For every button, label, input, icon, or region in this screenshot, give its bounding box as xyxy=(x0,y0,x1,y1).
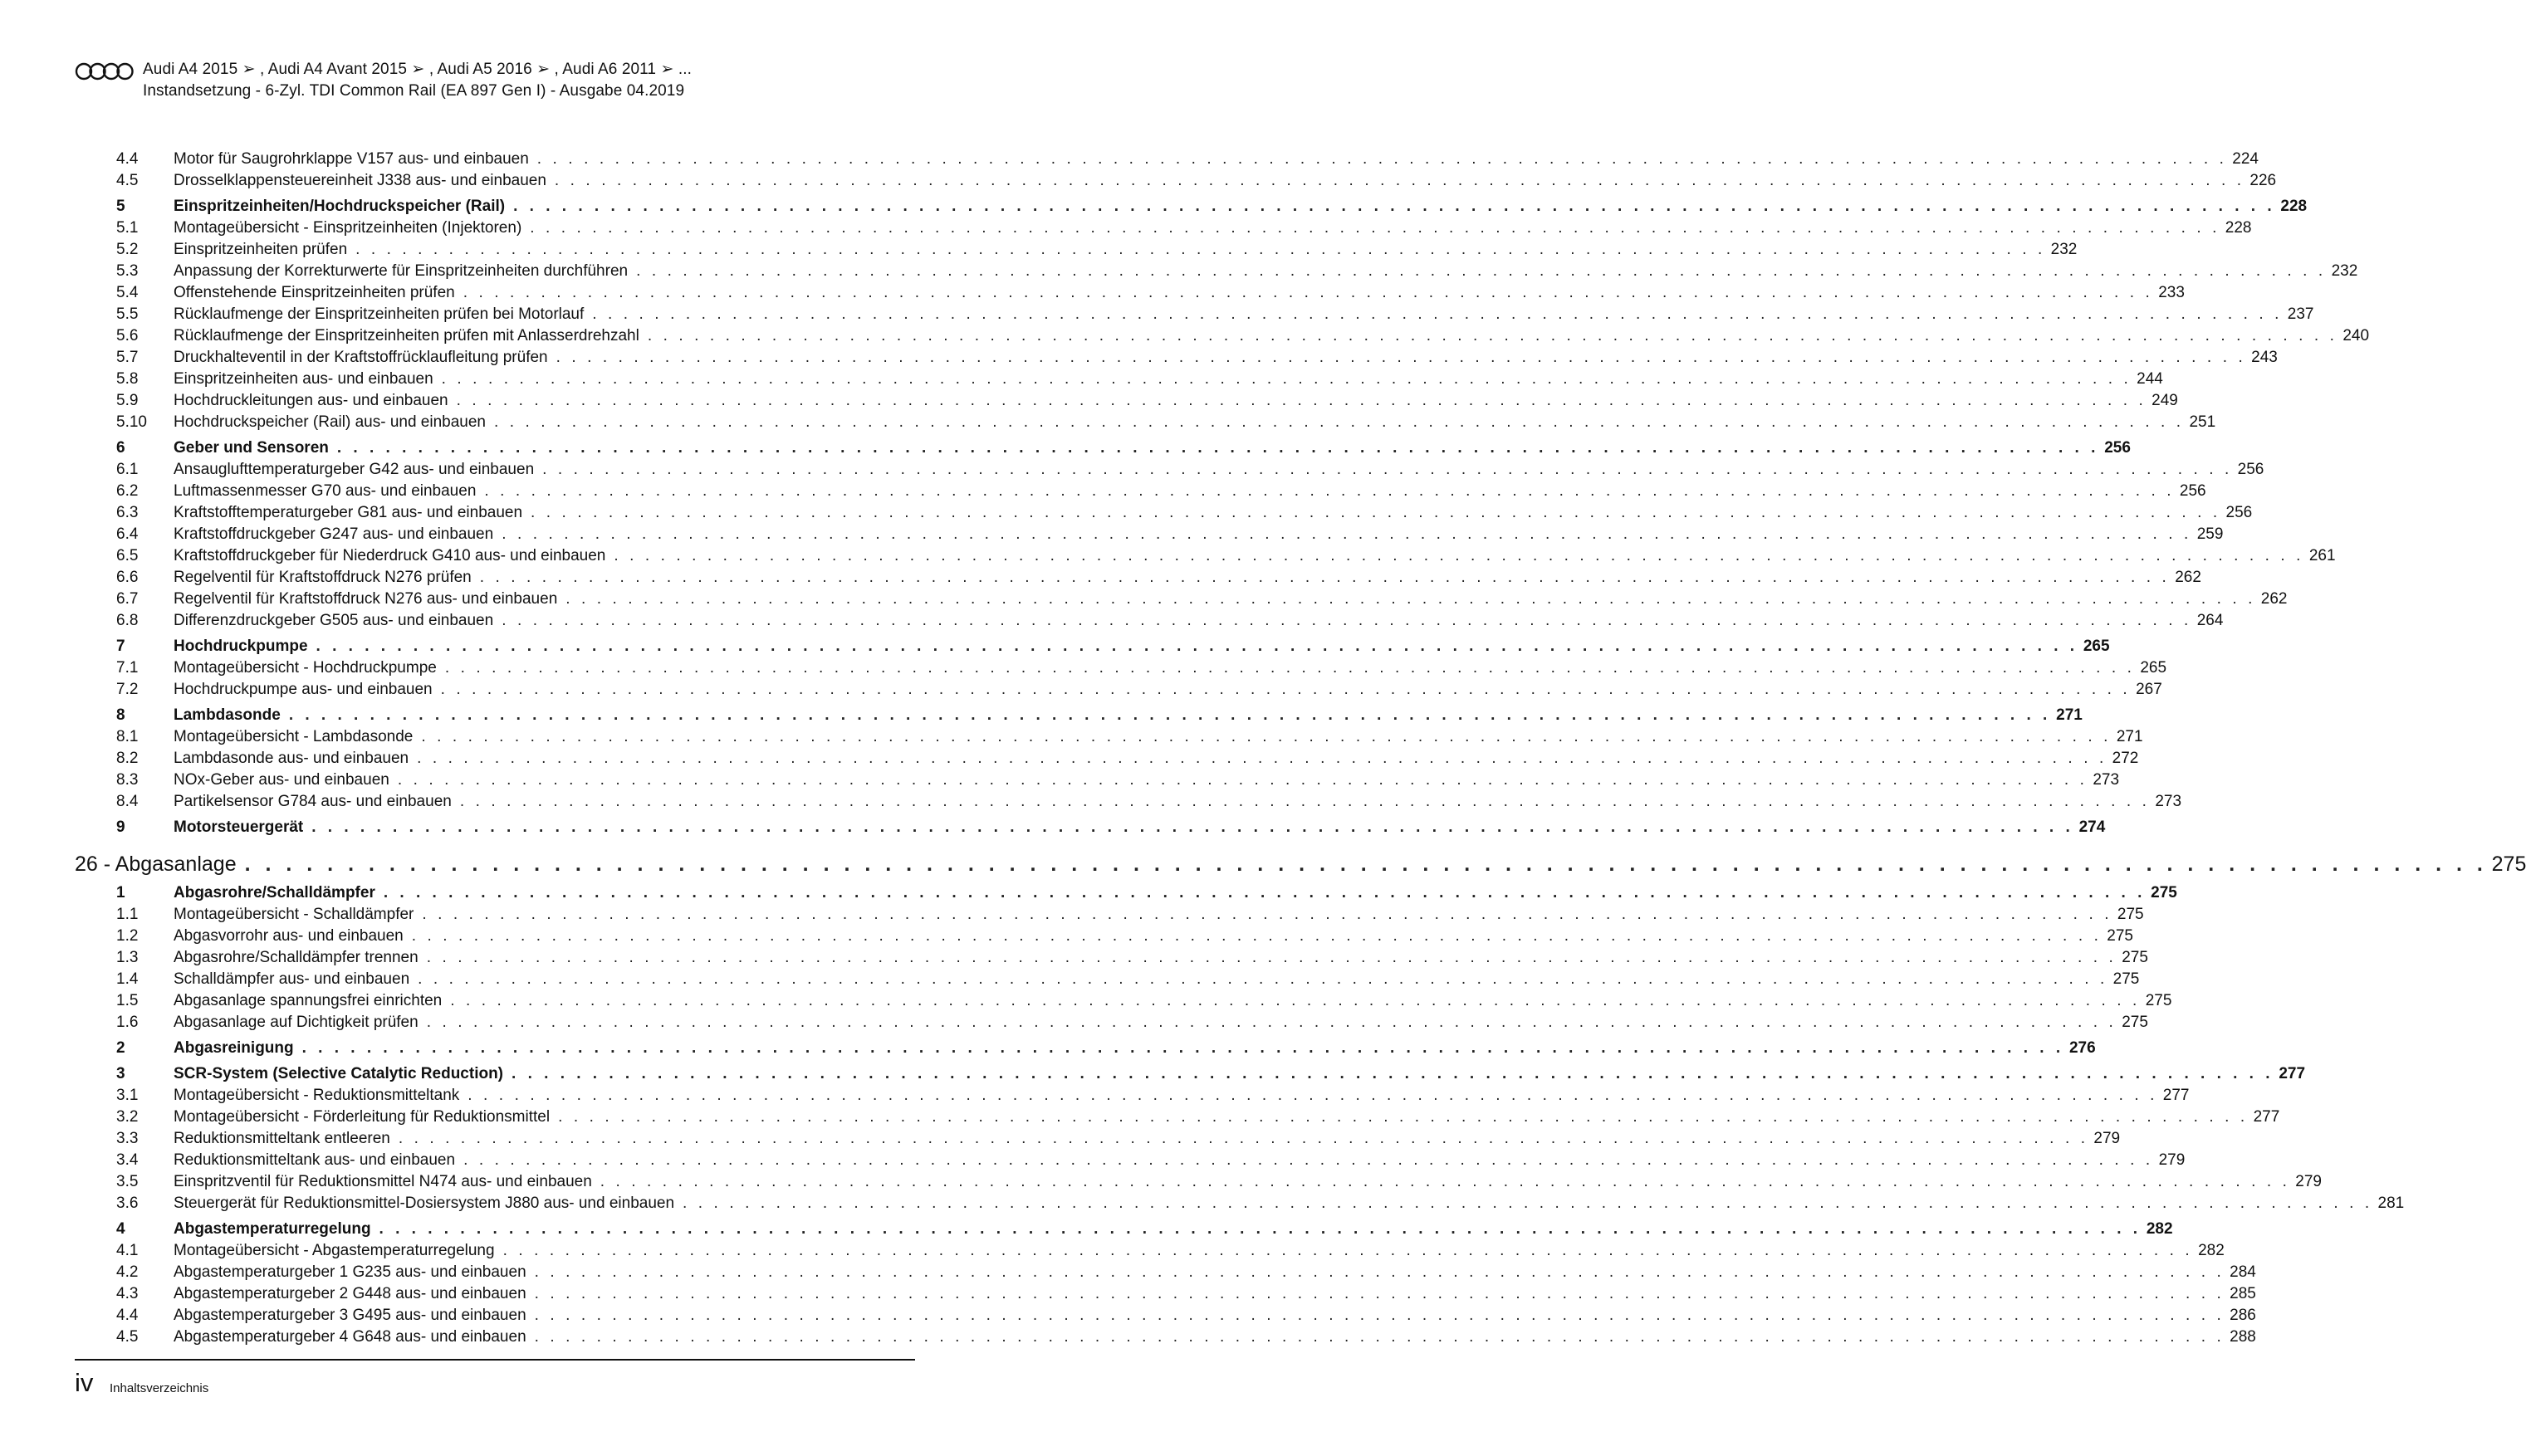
dot-leader: . . . . . . . . . . . . . . . . . . . . . . . . . . . . . . . . . . . . . . . . . . . . . . . . . . . . . . . . . . . . . . . . . . . . . . . . . . . . . . . . . . . . . . . . . . . . . . . . . . . . . . . . . . . . . xyxy=(614,547,2304,564)
toc-entry[interactable] xyxy=(72,788,2182,810)
dot-leader: . . . . . . . . . . . . . . . . . . . . . . . . . . . . . . . . . . . . . . . . . . . . . . . . . . . . . . . . . . . . . . . . . . . . . . . . . . . . . . . . . . . . . . . . . . . . . . . . . . . . . . . . . . . . . xyxy=(683,1195,2373,1212)
toc-title: Regelventil für Kraftstoffdruck N276 prüfen xyxy=(174,569,472,586)
dot-leader: . . . . . . . . . . . . . . . . . . . . . . . . . . . . . . . . . . . . . . . . . . . . . . . . . . . . . . . . . . . . . . . . . . . . . . . . . . . . . . . . . . . . . . . . . . . . . . . . . . . . . . . . . . . . . xyxy=(502,1242,2193,1259)
toc-entry[interactable] xyxy=(72,1302,2256,1324)
toc-title: Montageübersicht - Förderleitung für Reduktionsmittel xyxy=(174,1108,551,1126)
toc-entry[interactable] xyxy=(72,607,2224,629)
toc-page-number: 275 xyxy=(2122,949,2148,966)
toc-page-number: 275 xyxy=(2112,970,2140,988)
toc-entry[interactable] xyxy=(72,1009,2148,1031)
toc-page-number: 237 xyxy=(2287,305,2314,323)
toc-title: Kraftstoffdruckgeber G247 aus- und einbauen xyxy=(174,525,494,543)
toc-number: 2 xyxy=(116,1039,125,1057)
toc-page-number: 275 xyxy=(2107,927,2133,945)
toc-title: Abgastemperaturgeber 1 G235 aus- und einbauen xyxy=(174,1263,526,1281)
toc-page-number: 288 xyxy=(2230,1328,2256,1346)
toc-entry[interactable] xyxy=(72,365,2163,388)
toc-entry[interactable] xyxy=(72,456,2264,478)
toc-page-number: 267 xyxy=(2136,681,2162,698)
dot-leader: . . . . . . . . . . . . . . . . . . . . . . . . . . . . . . . . . . . . . . . . . . . . . . . . . . . . . . . . . . . . . . . . . . . . . . . . . . . . . . . . . . . . . . . . . . . . . . . . . . . . . . . . . . . . . xyxy=(530,219,2220,237)
toc-number: 8.2 xyxy=(116,750,139,767)
dot-leader: . . . . . . . . . . . . . . . . . . . . . . . . . . . . . . . . . . . . . . . . . . . . . . . . . . . . . . . . . . . . . . . . . . . . . . . . . . . . . . . . . . . . . . . . . . . . . . . . . . . . . . . . . . . . . xyxy=(444,659,2136,677)
dot-leader: . . . . . . . . . . . . . . . . . . . . . . . . . . . . . . . . . . . . . . . . . . . . . . . . . . . . . . . . . . . . . . . . . . . . . . . . . . . . . . . . . . . . . . . . . . . . . . . . . . . . . . . . . . . . . xyxy=(493,413,2185,431)
dot-leader: . . . . . . . . . . . . . . . . . . . . . . . . . . . . . . . . . . . . . . . . . . . . . . . . . . . . . . . . . . . . . . . . . . . . . . . . . . . . . . . . . . . . . . . . . . . . . . . . . . . . . . . . . . . . . xyxy=(450,992,2141,1009)
header-manual-title: Instandsetzung - 6-Zyl. TDI Common Rail (EA 897 Gen I) - Ausgabe 04.2019 xyxy=(143,82,685,100)
toc-title: Partikelsensor G784 aus- und einbauen xyxy=(174,793,452,810)
toc-entry[interactable] xyxy=(72,279,2185,301)
toc-number: 6.5 xyxy=(116,547,139,564)
toc-number: 5.5 xyxy=(116,305,139,323)
toc-title: NOx-Geber aus- und einbauen xyxy=(174,771,389,789)
toc-page-number: 282 xyxy=(2146,1220,2173,1238)
toc-page-number: 279 xyxy=(2158,1151,2186,1169)
dot-leader: . . . . . . . . . . . . . . . . . . . . . . . . . . . . . . . . . . . . . . . . . . . . . . . . . . . . . . . . . . . . . . . . . . . . . . . . . . . . . . . . . . . . . . . . . . . . . . . . . . . . . . . . . . . . . xyxy=(422,906,2112,923)
toc-number: 6.1 xyxy=(116,461,139,478)
toc-page-number: 279 xyxy=(2295,1173,2322,1190)
toc-page-number: 249 xyxy=(2152,392,2178,409)
dot-leader: . . . . . . . . . . . . . . . . . . . . . . . . . . . . . . . . . . . . . . . . . . . . . . . . . . . . . . . . . . . . . . . . . . . . . . . . . . . . . . . . . . . . . . . . . . . . . . . . . . . . . . . . . . . . . xyxy=(512,1065,2274,1082)
toc-number: 4 xyxy=(116,1220,125,1238)
toc-number: 8.1 xyxy=(116,728,139,745)
toc-title: Abgastemperaturregelung xyxy=(174,1220,371,1238)
toc-number: 1.4 xyxy=(116,970,139,988)
toc-entry[interactable] xyxy=(72,408,2216,431)
toc-number: 3.4 xyxy=(116,1151,139,1169)
toc-entry[interactable] xyxy=(72,167,2277,189)
toc-page-number: 256 xyxy=(2179,482,2206,500)
toc-title: Geber und Sensoren xyxy=(174,439,329,457)
toc-title: Einspritzeinheiten aus- und einbauen xyxy=(174,370,433,388)
toc-page-number: 232 xyxy=(2050,241,2078,258)
dot-leader: . . . . . . . . . . . . . . . . . . . . . . . . . . . . . . . . . . . . . . . . . . . . . . . . . . . . . . . . . . . . . . . . . . . . . . . . . . . . . . . . . . . . . . . . . . . . . . . . . . . . . . . . . . . . . xyxy=(440,681,2131,698)
toc-title: Montageübersicht - Schalldämpfer xyxy=(174,906,414,923)
toc-page-number: 244 xyxy=(2137,370,2163,388)
toc-title: Abgasreinigung xyxy=(174,1039,294,1057)
dot-leader: . . . . . . . . . . . . . . . . . . . . . . . . . . . . . . . . . . . . . . . . . . . . . . . . . . . . . . . . . . . . . . . . . . . . . . . . . . . . . . . . . . . . . . . . . . . . . . . . . . . . . . . . . . . . . xyxy=(459,793,2151,810)
toc-title: Montageübersicht - Einspritzeinheiten (Injektoren) xyxy=(174,219,522,237)
toc-title: Montageübersicht - Reduktionsmitteltank xyxy=(174,1087,460,1104)
toc-entry[interactable] xyxy=(72,1168,2322,1190)
toc-section[interactable] xyxy=(72,1030,2096,1057)
toc-page-number: 276 xyxy=(2068,1039,2096,1057)
toc-page-number: 261 xyxy=(2308,547,2336,564)
toc-title: Kraftstoffdruckgeber für Niederdruck G410 aus- und einbauen xyxy=(174,547,606,564)
toc-number: 1.3 xyxy=(116,949,139,966)
dot-leader: . . . . . . . . . . . . . . . . . . . . . . . . . . . . . . . . . . . . . . . . . . . . . . . . . . . . . . . . . . . . . . . . . . . . . . . . . . . . . . . . . . . . . . . . . . . . . . . . . . . . . . . . . . . . . xyxy=(244,853,2488,876)
toc-title: Offenstehende Einspritzeinheiten prüfen xyxy=(174,284,455,301)
dot-leader: . . . . . . . . . . . . . . . . . . . . . . . . . . . . . . . . . . . . . . . . . . . . . . . . . . . . . . . . . . . . . . . . . . . . . . . . . . . . . . . . . . . . . . . . . . . . . . . . . . . . . . . . . . . . . xyxy=(426,949,2117,966)
dot-leader: . . . . . . . . . . . . . . . . . . . . . . . . . . . . . . . . . . . . . . . . . . . . . . . . . . . . . . . . . . . . . . . . . . . . . . . . . . . . . . . . . . . . . . . . . . . . . . . . . . . . . . . . . . . . . xyxy=(398,1130,2089,1147)
toc-page-number: 275 xyxy=(2122,1014,2148,1031)
toc-entry[interactable] xyxy=(72,564,2201,586)
toc-number: 4.4 xyxy=(116,150,139,168)
toc-page-number: 265 xyxy=(2083,638,2110,655)
toc-number: 4.2 xyxy=(116,1263,139,1281)
toc-number: 5.3 xyxy=(116,262,139,280)
toc-number: 4.3 xyxy=(116,1285,139,1302)
toc-page-number: 279 xyxy=(2093,1130,2121,1147)
dot-leader: . . . . . . . . . . . . . . . . . . . . . . . . . . . . . . . . . . . . . . . . . . . . . . . . . . . . . . . . . . . . . . . . . . . . . . . . . . . . . . . . . . . . . . . . . . . . . . . . . . . . . . . . . . . . . xyxy=(479,569,2170,586)
toc-title: Hochdruckpumpe xyxy=(174,638,308,655)
toc-title: Motorsteuergerät xyxy=(174,818,304,836)
toc-page-number: 275 xyxy=(2145,992,2172,1009)
toc-title: Ansauglufttemperaturgeber G42 aus- und einbauen xyxy=(174,461,535,478)
dot-leader: . . . . . . . . . . . . . . . . . . . . . . . . . . . . . . . . . . . . . . . . . . . . . . . . . . . . . . . . . . . . . . . . . . . . . . . . . . . . . . . . . . . . . . . . . . . . . . . . . . . . . . . . . . . . . xyxy=(441,370,2132,388)
dot-leader: . . . . . . . . . . . . . . . . . . . . . . . . . . . . . . . . . . . . . . . . . . . . . . . . . . . . . . . . . . . . . . . . . . . . . . . . . . . . . . . . . . . . . . . . . . . . . . . . . . . . . . . . . . . . . xyxy=(463,284,2153,301)
toc-number: 6.6 xyxy=(116,569,139,586)
toc-entry[interactable] xyxy=(72,1258,2256,1281)
toc-title: Drosselklappensteuereinheit J338 aus- und einbauen xyxy=(174,172,546,189)
toc-entry[interactable] xyxy=(72,922,2133,945)
dot-leader: . . . . . . . . . . . . . . . . . . . . . . . . . . . . . . . . . . . . . . . . . . . . . . . . . . . . . . . . . . . . . . . . . . . . . . . . . . . . . . . . . . . . . . . . . . . . . . . . . . . . . . . . . . . . . xyxy=(311,818,2074,836)
footer-divider xyxy=(75,1359,915,1361)
toc-entry[interactable] xyxy=(72,1237,2225,1259)
dot-leader: . . . . . . . . . . . . . . . . . . . . . . . . . . . . . . . . . . . . . . . . . . . . . . . . . . . . . . . . . . . . . . . . . . . . . . . . . . . . . . . . . . . . . . . . . . . . . . . . . . . . . . . . . . . . . xyxy=(379,1220,2142,1238)
dot-leader: . . . . . . . . . . . . . . . . . . . . . . . . . . . . . . . . . . . . . . . . . . . . . . . . . . . . . . . . . . . . . . . . . . . . . . . . . . . . . . . . . . . . . . . . . . . . . . . . . . . . . . . . . . . . . xyxy=(592,305,2283,323)
toc-title: Rücklaufmenge der Einspritzeinheiten prüfen bei Motorlauf xyxy=(174,305,585,323)
toc-entry[interactable] xyxy=(72,1146,2186,1169)
toc-number: 1.2 xyxy=(116,927,139,945)
toc-entry[interactable] xyxy=(72,1125,2121,1147)
toc-number: 1.5 xyxy=(116,992,139,1009)
toc-section[interactable] xyxy=(72,875,2177,901)
toc-title: Hochdruckleitungen aus- und einbauen xyxy=(174,392,448,409)
toc-page-number: 224 xyxy=(2232,150,2259,168)
toc-title: Motor für Saugrohrklappe V157 aus- und einbauen xyxy=(174,150,529,168)
toc-entry[interactable] xyxy=(72,236,2078,258)
toc-entry[interactable] xyxy=(72,214,2252,237)
toc-page-number: 240 xyxy=(2342,327,2370,344)
dot-leader: . . . . . . . . . . . . . . . . . . . . . . . . . . . . . . . . . . . . . . . . . . . . . . . . . . . . . . . . . . . . . . . . . . . . . . . . . . . . . . . . . . . . . . . . . . . . . . . . . . . . . . . . . . . . . xyxy=(600,1173,2290,1190)
toc-page-number: 233 xyxy=(2158,284,2185,301)
toc-page-number: 228 xyxy=(2280,198,2308,215)
toc-entry[interactable] xyxy=(72,654,2167,677)
toc-page-number: 275 xyxy=(2151,884,2177,901)
toc-title: Montageübersicht - Abgastemperaturregelung xyxy=(174,1242,495,1259)
toc-number: 8.4 xyxy=(116,793,139,810)
toc-number: 6.8 xyxy=(116,612,139,629)
toc-number: 4.5 xyxy=(116,172,139,189)
toc-title: Druckhalteventil in der Kraftstoffrücklaufleitung prüfen xyxy=(174,349,548,366)
toc-page-number: 259 xyxy=(2196,525,2224,543)
dot-leader: . . . . . . . . . . . . . . . . . . . . . . . . . . . . . . . . . . . . . . . . . . . . . . . . . . . . . . . . . . . . . . . . . . . . . . . . . . . . . . . . . . . . . . . . . . . . . . . . . . . . . . . . . . . . . xyxy=(502,612,2192,629)
toc-entry[interactable] xyxy=(72,901,2144,923)
toc-number: 5.2 xyxy=(116,241,139,258)
toc-page-number: 262 xyxy=(2175,569,2201,586)
dot-leader: . . . . . . . . . . . . . . . . . . . . . . . . . . . . . . . . . . . . . . . . . . . . . . . . . . . . . . . . . . . . . . . . . . . . . . . . . . . . . . . . . . . . . . . . . . . . . . . . . . . . . . . . . . . . . xyxy=(558,1108,2249,1126)
toc-number: 5.7 xyxy=(116,349,139,366)
toc-title: Einspritzeinheiten prüfen xyxy=(174,241,348,258)
toc-number: 5.10 xyxy=(116,413,147,431)
toc-title: Abgasanlage spannungsfrei einrichten xyxy=(174,992,443,1009)
toc-title: Differenzdruckgeber G505 aus- und einbauen xyxy=(174,612,494,629)
toc-page-number: 284 xyxy=(2230,1263,2256,1281)
toc-page-number: 275 xyxy=(2491,853,2526,876)
footer-page-number: iv xyxy=(75,1368,94,1397)
toc-number: 6 xyxy=(116,439,125,457)
toc-entry[interactable] xyxy=(72,542,2336,564)
toc-number: 5.8 xyxy=(116,370,139,388)
toc-number: 6.3 xyxy=(116,504,139,521)
dot-leader: . . . . . . . . . . . . . . . . . . . . . . . . . . . . . . . . . . . . . . . . . . . . . . . . . . . . . . . . . . . . . . . . . . . . . . . . . . . . . . . . . . . . . . . . . . . . . . . . . . . . . . . . . . . . . xyxy=(534,1328,2225,1346)
toc-title: Reduktionsmitteltank aus- und einbauen xyxy=(174,1151,456,1169)
toc-page-number: 277 xyxy=(2279,1065,2306,1082)
toc-entry[interactable] xyxy=(72,1082,2190,1104)
toc-page-number: 226 xyxy=(2249,172,2277,189)
toc-page-number: 273 xyxy=(2155,793,2182,810)
toc-entry[interactable] xyxy=(72,1190,2405,1212)
toc-title: Abgasvorrohr aus- und einbauen xyxy=(174,927,404,945)
toc-number: 3 xyxy=(116,1065,125,1082)
toc-entry[interactable] xyxy=(72,987,2172,1009)
toc-title: Abgasanlage auf Dichtigkeit prüfen xyxy=(174,1014,419,1031)
toc-title: Lambdasonde xyxy=(174,706,281,724)
toc-entry[interactable] xyxy=(72,676,2162,698)
toc-title: Schalldämpfer aus- und einbauen xyxy=(174,970,410,988)
toc-number: 9 xyxy=(116,818,125,836)
toc-title: Kraftstofftemperaturgeber G81 aus- und einbauen xyxy=(174,504,523,521)
dot-leader: . . . . . . . . . . . . . . . . . . . . . . . . . . . . . . . . . . . . . . . . . . . . . . . . . . . . . . . . . . . . . . . . . . . . . . . . . . . . . . . . . . . . . . . . . . . . . . . . . . . . . . . . . . . . . xyxy=(417,750,2107,767)
toc-number: 1.6 xyxy=(116,1014,139,1031)
toc-section[interactable] xyxy=(72,628,2110,655)
dot-leader: . . . . . . . . . . . . . . . . . . . . . . . . . . . . . . . . . . . . . . . . . . . . . . . . . . . . . . . . . . . . . . . . . . . . . . . . . . . . . . . . . . . . . . . . . . . . . . . . . . . . . . . . . . . . . xyxy=(531,504,2221,521)
toc-number: 8 xyxy=(116,706,125,724)
toc-page-number: 282 xyxy=(2198,1242,2225,1259)
dot-leader: . . . . . . . . . . . . . . . . . . . . . . . . . . . . . . . . . . . . . . . . . . . . . . . . . . . . . . . . . . . . . . . . . . . . . . . . . . . . . . . . . . . . . . . . . . . . . . . . . . . . . . . . . . . . . xyxy=(502,525,2192,543)
dot-leader: . . . . . . . . . . . . . . . . . . . . . . . . . . . . . . . . . . . . . . . . . . . . . . . . . . . . . . . . . . . . . . . . . . . . . . . . . . . . . . . . . . . . . . . . . . . . . . . . . . . . . . . . . . . . . xyxy=(636,262,2327,280)
toc-number: 4.4 xyxy=(116,1307,139,1324)
toc-title: Einspritzeinheiten/Hochdruckspeicher (Rail) xyxy=(174,198,506,215)
dot-leader: . . . . . . . . . . . . . . . . . . . . . . . . . . . . . . . . . . . . . . . . . . . . . . . . . . . . . . . . . . . . . . . . . . . . . . . . . . . . . . . . . . . . . . . . . . . . . . . . . . . . . . . . . . . . . xyxy=(534,1307,2225,1324)
toc-chapter[interactable] xyxy=(75,842,2526,876)
toc-number: 5.4 xyxy=(116,284,139,301)
toc-page-number: 275 xyxy=(2117,906,2144,923)
toc-title: Abgastemperaturgeber 3 G495 aus- und einbauen xyxy=(174,1307,526,1324)
dot-leader: . . . . . . . . . . . . . . . . . . . . . . . . . . . . . . . . . . . . . . . . . . . . . . . . . . . . . . . . . . . . . . . . . . . . . . . . . . . . . . . . . . . . . . . . . . . . . . . . . . . . . . . . . . . . . xyxy=(355,241,2046,258)
toc-title: Lambdasonde aus- und einbauen xyxy=(174,750,409,767)
toc-page-number: 277 xyxy=(2162,1087,2190,1104)
toc-number: 4.5 xyxy=(116,1328,139,1346)
toc-title: Reduktionsmitteltank entleeren xyxy=(174,1130,390,1147)
toc-number: 5.9 xyxy=(116,392,139,409)
toc-title: Luftmassenmesser G70 aus- und einbauen xyxy=(174,482,477,500)
dot-leader: . . . . . . . . . . . . . . . . . . . . . . . . . . . . . . . . . . . . . . . . . . . . . . . . . . . . . . . . . . . . . . . . . . . . . . . . . . . . . . . . . . . . . . . . . . . . . . . . . . . . . . . . . . . . . xyxy=(336,439,2099,457)
dot-leader: . . . . . . . . . . . . . . . . . . . . . . . . . . . . . . . . . . . . . . . . . . . . . . . . . . . . . . . . . . . . . . . . . . . . . . . . . . . . . . . . . . . . . . . . . . . . . . . . . . . . . . . . . . . . . xyxy=(513,198,2276,215)
toc-page-number: 232 xyxy=(2331,262,2358,280)
toc-page-number: 256 xyxy=(2225,504,2253,521)
toc-entry[interactable] xyxy=(72,965,2140,988)
dot-leader: . . . . . . . . . . . . . . . . . . . . . . . . . . . . . . . . . . . . . . . . . . . . . . . . . . . . . . . . . . . . . . . . . . . . . . . . . . . . . . . . . . . . . . . . . . . . . . . . . . . . . . . . . . . . . xyxy=(565,590,2256,608)
toc-number: 7 xyxy=(116,638,125,655)
toc-page-number: 272 xyxy=(2112,750,2139,767)
toc-entry[interactable] xyxy=(72,499,2253,521)
dot-leader: . . . . . . . . . . . . . . . . . . . . . . . . . . . . . . . . . . . . . . . . . . . . . . . . . . . . . . . . . . . . . . . . . . . . . . . . . . . . . . . . . . . . . . . . . . . . . . . . . . . . . . . . . . . . . xyxy=(534,1285,2225,1302)
audi-rings-icon xyxy=(75,62,135,81)
toc-title: Rücklaufmenge der Einspritzeinheiten prüfen mit Anlasserdrehzahl xyxy=(174,327,639,344)
toc-number: 4.1 xyxy=(116,1242,139,1259)
dot-leader: . . . . . . . . . . . . . . . . . . . . . . . . . . . . . . . . . . . . . . . . . . . . . . . . . . . . . . . . . . . . . . . . . . . . . . . . . . . . . . . . . . . . . . . . . . . . . . . . . . . . . . . . . . . . . xyxy=(536,150,2227,168)
page-header xyxy=(75,58,922,108)
toc-page-number: 271 xyxy=(2116,728,2143,745)
toc-title: Regelventil für Kraftstoffdruck N276 aus- und einbauen xyxy=(174,590,558,608)
toc-section[interactable] xyxy=(72,430,2131,457)
toc-entry[interactable] xyxy=(72,387,2178,409)
toc-title: Steuergerät für Reduktionsmittel-Dosiersystem J880 aus- und einbauen xyxy=(174,1195,675,1212)
toc-entry[interactable] xyxy=(72,723,2143,745)
toc-number: 5.6 xyxy=(116,327,139,344)
toc-entry[interactable] xyxy=(72,257,2358,280)
toc-entry[interactable] xyxy=(72,1323,2256,1346)
dot-leader: . . . . . . . . . . . . . . . . . . . . . . . . . . . . . . . . . . . . . . . . . . . . . . . . . . . . . . . . . . . . . . . . . . . . . . . . . . . . . . . . . . . . . . . . . . . . . . . . . . . . . . . . . . . . . xyxy=(534,1263,2225,1281)
toc-entry[interactable] xyxy=(72,745,2139,767)
dot-leader: . . . . . . . . . . . . . . . . . . . . . . . . . . . . . . . . . . . . . . . . . . . . . . . . . . . . . . . . . . . . . . . . . . . . . . . . . . . . . . . . . . . . . . . . . . . . . . . . . . . . . . . . . . . . . xyxy=(556,349,2246,366)
toc-number: 3.5 xyxy=(116,1173,139,1190)
toc-title: Abgastemperaturgeber 2 G448 aus- und einbauen xyxy=(174,1285,526,1302)
toc-page-number: 277 xyxy=(2253,1108,2280,1126)
toc-number: 5.1 xyxy=(116,219,139,237)
toc-entry[interactable] xyxy=(72,145,2259,168)
dot-leader: . . . . . . . . . . . . . . . . . . . . . . . . . . . . . . . . . . . . . . . . . . . . . . . . . . . . . . . . . . . . . . . . . . . . . . . . . . . . . . . . . . . . . . . . . . . . . . . . . . . . . . . . . . . . . xyxy=(301,1039,2064,1057)
dot-leader: . . . . . . . . . . . . . . . . . . . . . . . . . . . . . . . . . . . . . . . . . . . . . . . . . . . . . . . . . . . . . . . . . . . . . . . . . . . . . . . . . . . . . . . . . . . . . . . . . . . . . . . . . . . . . xyxy=(397,771,2088,789)
toc-title: Hochdruckspeicher (Rail) aus- und einbauen xyxy=(174,413,486,431)
dot-leader: . . . . . . . . . . . . . . . . . . . . . . . . . . . . . . . . . . . . . . . . . . . . . . . . . . . . . . . . . . . . . . . . . . . . . . . . . . . . . . . . . . . . . . . . . . . . . . . . . . . . . . . . . . . . . xyxy=(456,392,2147,409)
toc-number: 1.1 xyxy=(116,906,139,923)
toc-page-number: 273 xyxy=(2093,771,2120,789)
toc-page-number: 274 xyxy=(2078,818,2106,836)
toc-title: Abgastemperaturgeber 4 G648 aus- und einbauen xyxy=(174,1328,526,1346)
dot-leader: . . . . . . . . . . . . . . . . . . . . . . . . . . . . . . . . . . . . . . . . . . . . . . . . . . . . . . . . . . . . . . . . . . . . . . . . . . . . . . . . . . . . . . . . . . . . . . . . . . . . . . . . . . . . . xyxy=(542,461,2233,478)
toc-title: Abgasrohre/Schalldämpfer trennen xyxy=(174,949,419,966)
dot-leader: . . . . . . . . . . . . . . . . . . . . . . . . . . . . . . . . . . . . . . . . . . . . . . . . . . . . . . . . . . . . . . . . . . . . . . . . . . . . . . . . . . . . . . . . . . . . . . . . . . . . . . . . . . . . . xyxy=(316,638,2078,655)
dot-leader: . . . . . . . . . . . . . . . . . . . . . . . . . . . . . . . . . . . . . . . . . . . . . . . . . . . . . . . . . . . . . . . . . . . . . . . . . . . . . . . . . . . . . . . . . . . . . . . . . . . . . . . . . . . . . xyxy=(288,706,2051,724)
toc-number: 1 xyxy=(116,884,125,901)
footer-section-label: Inhaltsverzeichnis xyxy=(110,1381,209,1395)
toc-page-number: 243 xyxy=(2251,349,2278,366)
toc-title: Montageübersicht - Lambdasonde xyxy=(174,728,414,745)
toc-page-number: 251 xyxy=(2189,413,2216,431)
toc-page-number: 271 xyxy=(2056,706,2083,724)
toc-page-number: 265 xyxy=(2140,659,2167,677)
dot-leader: . . . . . . . . . . . . . . . . . . . . . . . . . . . . . . . . . . . . . . . . . . . . . . . . . . . . . . . . . . . . . . . . . . . . . . . . . . . . . . . . . . . . . . . . . . . . . . . . . . . . . . . . . . . . . xyxy=(554,172,2245,189)
toc-title: Abgasrohre/Schalldämpfer xyxy=(174,884,375,901)
toc-page-number: 256 xyxy=(2237,461,2264,478)
dot-leader: . . . . . . . . . . . . . . . . . . . . . . . . . . . . . . . . . . . . . . . . . . . . . . . . . . . . . . . . . . . . . . . . . . . . . . . . . . . . . . . . . . . . . . . . . . . . . . . . . . . . . . . . . . . . . xyxy=(484,482,2175,500)
toc-page-number: 286 xyxy=(2230,1307,2256,1324)
toc-entry[interactable] xyxy=(72,520,2224,543)
toc-title: Hochdruckpumpe aus- und einbauen xyxy=(174,681,433,698)
toc-number: 8.3 xyxy=(116,771,139,789)
toc-title: 26 - Abgasanlage xyxy=(75,853,237,876)
toc-page-number: 281 xyxy=(2377,1195,2405,1212)
toc-entry[interactable] xyxy=(72,477,2206,500)
toc-number: 6.7 xyxy=(116,590,139,608)
toc-entry[interactable] xyxy=(72,1103,2280,1126)
toc-entry[interactable] xyxy=(72,585,2288,608)
dot-leader: . . . . . . . . . . . . . . . . . . . . . . . . . . . . . . . . . . . . . . . . . . . . . . . . . . . . . . . . . . . . . . . . . . . . . . . . . . . . . . . . . . . . . . . . . . . . . . . . . . . . . . . . . . . . . xyxy=(463,1151,2154,1169)
toc-entry[interactable] xyxy=(72,1280,2256,1302)
dot-leader: . . . . . . . . . . . . . . . . . . . . . . . . . . . . . . . . . . . . . . . . . . . . . . . . . . . . . . . . . . . . . . . . . . . . . . . . . . . . . . . . . . . . . . . . . . . . . . . . . . . . . . . . . . . . . xyxy=(426,1014,2117,1031)
toc-page-number: 264 xyxy=(2196,612,2224,629)
toc-entry[interactable] xyxy=(72,300,2314,323)
toc-title: SCR-System (Selective Catalytic Reduction) xyxy=(174,1065,504,1082)
table-of-contents xyxy=(72,145,2526,1346)
toc-title: Montageübersicht - Hochdruckpumpe xyxy=(174,659,437,677)
toc-number: 6.2 xyxy=(116,482,139,500)
toc-number: 5 xyxy=(116,198,125,215)
dot-leader: . . . . . . . . . . . . . . . . . . . . . . . . . . . . . . . . . . . . . . . . . . . . . . . . . . . . . . . . . . . . . . . . . . . . . . . . . . . . . . . . . . . . . . . . . . . . . . . . . . . . . . . . . . . . . xyxy=(418,970,2108,988)
toc-section[interactable] xyxy=(72,1211,2173,1238)
toc-section[interactable] xyxy=(72,809,2106,836)
toc-title: Einspritzventil für Reduktionsmittel N474 aus- und einbauen xyxy=(174,1173,592,1190)
dot-leader: . . . . . . . . . . . . . . . . . . . . . . . . . . . . . . . . . . . . . . . . . . . . . . . . . . . . . . . . . . . . . . . . . . . . . . . . . . . . . . . . . . . . . . . . . . . . . . . . . . . . . . . . . . . . . xyxy=(468,1087,2158,1104)
dot-leader: . . . . . . . . . . . . . . . . . . . . . . . . . . . . . . . . . . . . . . . . . . . . . . . . . . . . . . . . . . . . . . . . . . . . . . . . . . . . . . . . . . . . . . . . . . . . . . . . . . . . . . . . . . . . . xyxy=(421,728,2112,745)
toc-entry[interactable] xyxy=(72,944,2148,966)
toc-page-number: 285 xyxy=(2230,1285,2256,1302)
toc-number: 6.4 xyxy=(116,525,139,543)
dot-leader: . . . . . . . . . . . . . . . . . . . . . . . . . . . . . . . . . . . . . . . . . . . . . . . . . . . . . . . . . . . . . . . . . . . . . . . . . . . . . . . . . . . . . . . . . . . . . . . . . . . . . . . . . . . . . xyxy=(383,884,2146,901)
dot-leader: . . . . . . . . . . . . . . . . . . . . . . . . . . . . . . . . . . . . . . . . . . . . . . . . . . . . . . . . . . . . . . . . . . . . . . . . . . . . . . . . . . . . . . . . . . . . . . . . . . . . . . . . . . . . . xyxy=(647,327,2338,344)
toc-entry[interactable] xyxy=(72,766,2120,789)
toc-entry[interactable] xyxy=(72,344,2278,366)
dot-leader: . . . . . . . . . . . . . . . . . . . . . . . . . . . . . . . . . . . . . . . . . . . . . . . . . . . . . . . . . . . . . . . . . . . . . . . . . . . . . . . . . . . . . . . . . . . . . . . . . . . . . . . . . . . . . xyxy=(411,927,2102,945)
toc-number: 7.1 xyxy=(116,659,139,677)
toc-number: 3.6 xyxy=(116,1195,139,1212)
header-vehicle-models: Audi A4 2015 ➢ , Audi A4 Avant 2015 ➢ , Audi A5 2016 ➢ , Audi A6 2011 ➢ ... xyxy=(143,61,693,78)
toc-page-number: 228 xyxy=(2225,219,2252,237)
toc-number: 3.1 xyxy=(116,1087,139,1104)
toc-entry[interactable] xyxy=(72,322,2370,344)
toc-number: 7.2 xyxy=(116,681,139,698)
toc-number: 3.3 xyxy=(116,1130,139,1147)
toc-section[interactable] xyxy=(72,697,2083,724)
toc-page-number: 262 xyxy=(2260,590,2288,608)
toc-page-number: 256 xyxy=(2104,439,2131,457)
toc-number: 3.2 xyxy=(116,1108,139,1126)
toc-section[interactable] xyxy=(72,188,2308,215)
toc-title: Anpassung der Korrekturwerte für Einspritzeinheiten durchführen xyxy=(174,262,629,280)
toc-section[interactable] xyxy=(72,1056,2306,1082)
